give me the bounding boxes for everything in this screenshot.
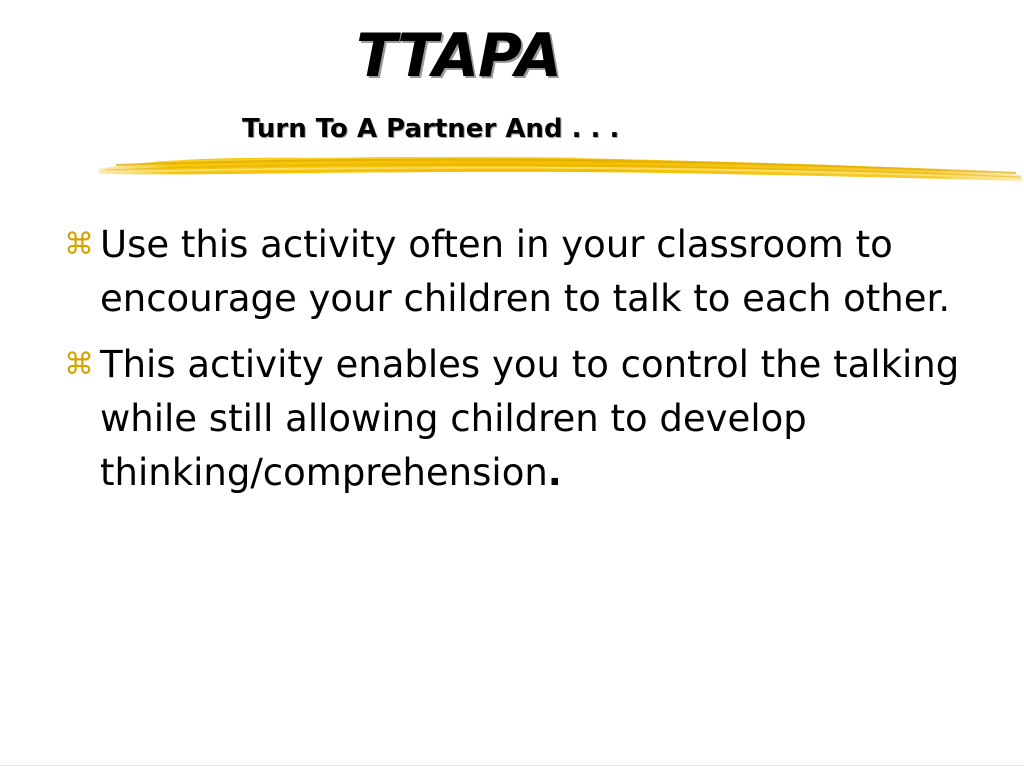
bullet-text: This activity enables you to control the talking while still allowing children to develop thinking/comprehension xyxy=(100,343,960,494)
bullet-list xyxy=(64,218,964,512)
bottom-divider xyxy=(0,765,1024,766)
bullet-period: . xyxy=(547,451,562,494)
bullet-item xyxy=(64,218,964,326)
command-key-icon: ⌘ xyxy=(64,347,94,382)
slide-subtitle: Turn To A Partner And . . . xyxy=(242,114,620,144)
slide-title: TTAPA xyxy=(356,21,561,91)
bullet-item xyxy=(64,338,964,500)
command-key-icon: ⌘ xyxy=(64,227,94,262)
bullet-text: Use this activity often in your classroom to encourage your children to talk to each other. xyxy=(100,223,951,320)
yellow-brush-stroke xyxy=(96,145,1024,187)
